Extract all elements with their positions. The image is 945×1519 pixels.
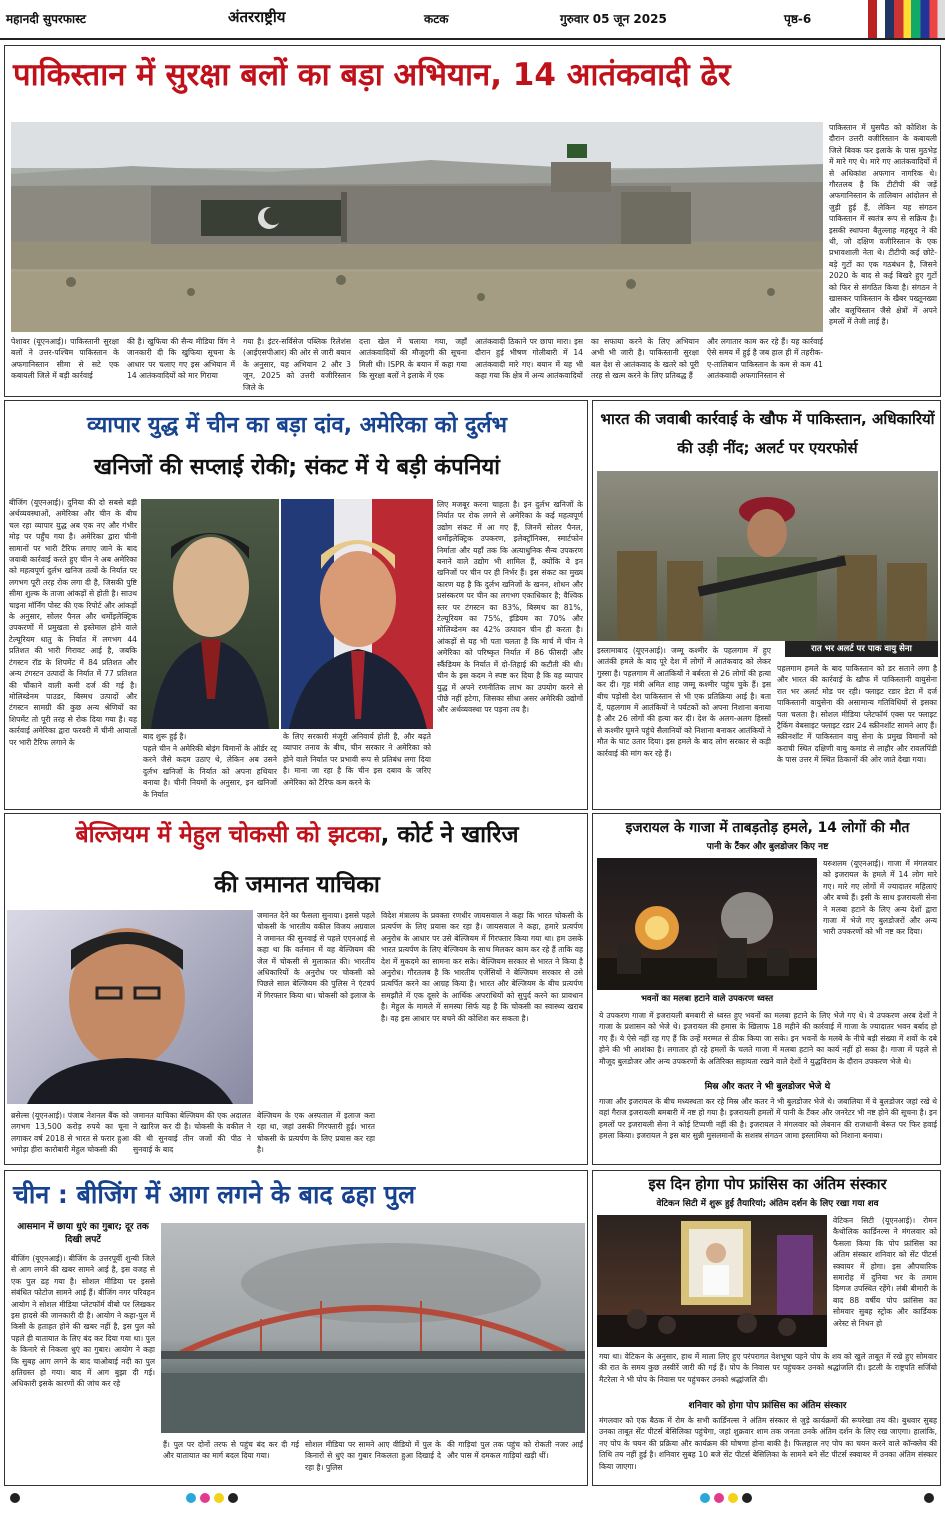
registration-mark-icon	[728, 1493, 738, 1503]
story-pakistan-operation	[4, 45, 941, 397]
headline-line-2: की जमानत याचिका	[214, 872, 380, 898]
section-name: अंतरराष्ट्रीय	[228, 8, 286, 26]
flags-image	[868, 0, 945, 38]
subheadline: वेटिकन सिटी में शुरू हुई तैयारियां; अंतिम दर्शन के लिए रखा गया शव	[656, 1199, 879, 1209]
col-d: लिए मजबूर करना चाहता है। इन दुर्लभ खनिजों के निर्यात पर रोक लगने से अमेरिका के कई महत्वपूर्ण उद्योग संकट में आ गए हैं, जिनमें सोलर पैनल, थर्मोइलेक्ट्रिक उपकरण, इलेक्ट्रॉनिक्स, स्मार्टफोन निर्माता और यहाँ तक कि अत्याधुनिक सैन्य उपकरण बनाने वाले उद्योग भी शामिल हैं, क्योंकि ये इन खनिजों पर चीन पर ही निर्भर हैं। इस संकट का मुख्य कारण यह है कि दुर्लभ खनिजों के खनन, शोधन और प्रसंस्करण पर चीन का लगभग एकाधिकार है; वैश्विक स्तर पर टंगस्टन का 83%, बिस्मथ का 81%, टेल्यूरियम का 75%, इंडियम का 70% और मोलिब्डेनम का 42% उत्पादन चीन ही करता है। आंकड़ों से यह भी पता चलता है कि मार्च में चीन ने अमेरिका को परिष्कृत निर्यात में 86 फीसदी और स्कैंडियम के निर्यात में दो-तिहाई की कटौती की थी। चीन के इस कदम ने स्पष्ट कर दिया है कि वह व्यापार युद्ध में अपने रणनीतिक लाभ का उपयोग करने से पीछे नहीं हटेगा, जिसका सीधा असर अमेरिकी उद्योगों और अर्थव्यवस्था पर पड़ना तय है।	[437, 500, 583, 715]
paper-name: महानदी सुपरफास्ट	[6, 12, 86, 26]
headline: पाकिस्तान में सुरक्षा बलों का बड़ा अभियान, 14 आतंकवादी ढेर	[13, 57, 731, 93]
registration-mark-icon	[200, 1493, 210, 1503]
col-b3: बेल्जियम के एक अस्पताल में इलाज करा रहा था, जहां उसकी गिरफ्तारी हुई। भारत चोकसी के प्रत्यर्पण के लिए प्रयास कर रहा है।	[257, 1111, 375, 1155]
pope-photo	[597, 1215, 827, 1347]
soldiers-photo-drawing	[597, 471, 938, 641]
col-b2: जमानत याचिका बेल्जियम की एक अदालत ने खारिज कर दी है। चोकसी के वकील ने की थी सुनवाई तीन जजों की पीठ ने सुनवाई के बाद	[133, 1111, 251, 1155]
story-beijing-bridge	[4, 1170, 588, 1486]
body-2: गाजा और इजरायल के बीच मध्यस्थता कर रहे मिस्र और कतर ने भी बुलडोजर भेजे थे। जबालिया में ये बुलडोजर जहां रखे थे वहां गैराज इजरायली बमबारी में नष्ट हो गया है। इजरायली हमलों में पानी के टैंकर और जनरेटर भी नष्ट होने की सूचना है। इन हमलों पर इजरायली सेना ने कोई टिप्पणी नहीं की है। इजरायल ने मंगलवार को लेबनान की राजधानी बेरूत पर फिर हवाई हमला किया। इजरायल ने इस बार सुन्नी मुसलमानों के सशस्त्र संगठन जामा इस्लामिया को निशाना बनाया।	[599, 1097, 937, 1141]
gaza-photo	[597, 858, 817, 990]
subheadline: पानी के टैंकर और बुलडोजर किए नष्ट	[706, 842, 829, 852]
side-column: यरुशलम (यूएनआई)। गाजा में मंगलवार को इजरायल के हमले में 14 लोग मारे गए। मारे गए लोगों में ज्यादातर महिलाएं और बच्चे हैं। इसी के साथ इजरायली सेना ने मलबा हटाने के लिए अन्य देशों द्वारा गाजा में भेजे गए बुलडोजरों और अन्य भारी उपकरणों को भी नष्ट कर दिया।	[823, 859, 937, 937]
headline-part-red: बेल्जियम में मेहुल चोकसी को झटका	[75, 822, 381, 848]
xi-photo	[141, 499, 279, 729]
photo-caption: भवनों का मलबा हटाने वाले उपकरण ध्वस्त	[597, 991, 817, 1007]
col-b3: की गाड़ियां पुल तक पहुंच को रोकती नजर आईं और पास में दमकल गाड़ियां खड़ी थीं।	[447, 1440, 583, 1461]
registration-mark-icon	[186, 1493, 196, 1503]
col-c: के लिए सरकारी मंजूरी अनिवार्य होती है, और बढ़ते व्यापार तनाव के बीच, चीन सरकार ने अमेरिका को होने वाले निर्यात पर प्रभावी रूप से प्रतिबंध लगा दिया है। माना जा रहा है कि चीन इस दबाव के जरिए अमेरिका को टैरिफ कम करने के	[283, 732, 431, 787]
story-pakistan-alert	[592, 400, 941, 810]
registration-mark-icon	[214, 1493, 224, 1503]
headline-line-2: खनिजों की सप्लाई रोकी; संकट में ये बड़ी कंपनियां	[94, 455, 500, 480]
side-column: वेटिकन सिटी (यूएनआई)। रोमन कैथोलिक कार्डिनल्स ने मंगलवार को फैसला किया कि पोप फ्रांसिस का अंतिम संस्कार शनिवार को सेंट पीटर्स स्क्वायर में होगा। इस औपचारिक समारोह में दुनिया भर के तमाम दिग्गज उपस्थित रहेंगे। लंबी बीमारी के बाद 88 वर्षीय पोप फ्रांसिस का सोमवार सुबह स्ट्रोक और कार्डियक अरेस्ट से निधन हो	[833, 1216, 937, 1328]
col-b1: हैं। पुल पर दोनों तरफ से पहुंच बंद कर दी गई और यातायात का मार्ग बदल दिया गया।	[163, 1440, 299, 1461]
registration-mark-icon	[228, 1493, 238, 1503]
headline: इजरायल के गाजा में ताबड़तोड़ हमले, 14 लोगों की मौत	[625, 820, 910, 836]
col-b1: ब्रसेल्स (यूएनआई)। पंजाब नेशनल बैंक को लगभग 13,500 करोड़ रुपये का चूना लगाकर वर्ष 2018 से भारत से फरार हुआ भगोड़ा हीरा कारोबारी मेहुल चोकसी की	[11, 1111, 129, 1155]
body-1: ये उपकरण गाजा में इजरायली बमबारी से ध्वस्त हुए भवनों का मलबा हटाने के लिए भेजे गए थे। ये उपकरण अरब देशों ने गाजा के प्रशासन को भेजे थे। इजरायल की हमास के खिलाफ 18 महीने की कार्रवाई में गाजा के ज्यादातर भवन बर्बाद हो गए हैं। ये ऐसे नहीं रह गए हैं कि उन्हें मरम्मत से ठीक किया जा सके। इन भवनों के मलबे के नीचे बड़ी संख्या में शवों के दबे होने की भी आशंका है। लगातार हो रहे हमलों के चलते गाजा में मलबा हटाने का कार्य नहीं हो सका है। गाजा में पहले से मौजूद बुलडोजर और अन्य उपकरणों के अतिरिक्त सहायता रखने वाले देशों ने युद्धविराम के दौरान उपकरण भेजे थे।	[599, 1011, 937, 1066]
xi-photo-drawing	[141, 499, 279, 729]
story-gaza	[592, 813, 941, 1165]
col-5: आतंकवादी ठिकाने पर छापा मारा। इस दौरान हुई भीषण गोलीबारी में 14 आतंकवादी मारे गए। बयान में यह भी कहा गया कि क्षेत्र में अन्य आतंकवादियों	[475, 337, 583, 381]
col-7: और लगातार काम कर रहे हैं। यह कार्रवाई ऐसे समय में हुई है जब हाल ही में तहरीक-ए-तालिबान पाकिस्तान के कम से कम 41 आतंकवादी अफगानिस्तान से	[707, 337, 823, 381]
col-a: बीजिंग (यूएनआई)। दुनिया की दो सबसे बड़ी अर्थव्यवस्थाओं, अमेरिका और चीन के बीच चल रहा व्यापार युद्ध अब एक नए और गंभीर मोड़ पर पहुँच गया है। अमेरिका द्वारा चीनी सामानों पर भारी टैरिफ लगाए जाने के बाद जवाबी कार्रवाई करते हुए चीन ने अब अमेरिका को महत्वपूर्ण दुर्लभ खनिज तत्वों के निर्यात पर लगभग पूरी तरह रोक लगा दी है, जिसकी पुष्टि सीमा शुल्क के ताजा आंकड़ों से होती है। साउथ चाइना मॉर्निंग पोस्ट की एक रिपोर्ट और आंकड़ों के अनुसार, सोलर पैनल और थर्मोइलेक्ट्रिक उपकरणों में प्रमुखता से इस्तेमाल होने वाले टेल्यूरियम धातु के निर्यात में लगभग 44 प्रतिशत की भारी गिरावट आई है, जबकि टंगस्टन रॉड के शिपमेंट में 84 प्रतिशत और अन्य टंगस्टन उत्पादों के निर्यात में 77 प्रतिशत की चौंकाने वाली कमी दर्ज की गई है। मोलिब्डेनम पाउडर, बिस्मथ उत्पादों और टंगस्टन सामग्री की कुछ अन्य श्रेणियों का शिपमेंट तो पूरी तरह से रोक दिया गया है। यह कार्रवाई अमेरिका द्वारा फरवरी में चीनी आयातों पर भारी टैरिफ लगाने के	[9, 498, 137, 747]
page-number: पृष्ठ-6	[784, 12, 812, 26]
col-4: दत्ता खेल में चलाया गया, जहाँ आतंकवादियों की मौजूदगी की सूचना मिली थी। ISPR के बयान में कहा गया कि सुरक्षा बलों ने इलाके में एक	[359, 337, 467, 381]
photo-caption: रात भर अलर्ट पर पाक वायु सेना	[785, 641, 938, 657]
trump-photo	[281, 499, 433, 729]
gaza-photo-drawing	[597, 858, 817, 990]
col-main: बीजिंग (यूएनआई)। बीजिंग के उत्तरपूर्वी शुन्यी जिले से आग लगने की खबर सामने आई है, इस वजह से एक पुल ढह गया है। सोशल मीडिया पर इससे संबंधित फोटोज सामने आई हैं। बीजिंग नगर परिवहन आयोग ने सोशल मीडिया प्लेटफॉर्म वीबो पर लिखकर इस हादसे की जानकारी दी है। आयोग ने कहा-पुल में किसी के हताहत होने की खबर नहीं है, इस पुल को पहले ही यातायात के लिए बंद कर दिया गया था। पुल के किनारे से निकला धुएं का गुबार। आयोग ने कहा कि सुबह आग लगने के बाद चाओबाई नदी का पुल क्षतिग्रस्त हो गया। बाद में आग बुझा दी गई। अधिकारी इसके कारणों की जांच कर रहे	[11, 1254, 155, 1389]
registration-mark-icon	[742, 1493, 752, 1503]
side-column: पाकिस्तान में घुसपैठ को कोशिश के दौरान उत्तरी वजीरिस्तान के कबायली जिले बिवक फर इलाके के पास मुठभेड़ में मारे गए थे। मारे गए आतंकवादियों में से अधिकांश अफगान नागरिक थे। गौरतलब है कि टीटीपी की जड़ें अफगानिस्तान के तालिबान आंदोलन से जुड़ी हुई हैं, लेकिन यह संगठन पाकिस्तान में स्वतंत्र रूप से सक्रिय है। इसकी स्थापना बैतुल्लाह महसूद ने की थी, जो दक्षिण वजीरिस्तान के एक प्रभावशाली नेता थे। टीटीपी कई छोटे-बड़े गुटों का एक गठबंधन है, जिसने 2020 के बाद से कई बिखरे हुए गुटों को फिर से संगठित किया है। संगठन ने खासकर पाकिस्तान के खैबर पख्तूनख्वा और बलूचिस्तान जैसे क्षेत्रों में अपने हमलों में तेजी लाई है।	[829, 123, 937, 326]
subheadline: आसमान में छाया धुएं का गुबार; दूर तक दिखी लपटें	[17, 1222, 149, 1245]
headline-part-black: , कोर्ट ने खारिज	[380, 822, 519, 848]
headline-text: चीन : बीजिंग में आग लगने के बाद ढहा पुल	[13, 1180, 416, 1209]
bridge-photo	[161, 1223, 585, 1433]
col-r2: विदेश मंत्रालय के प्रवक्ता रणधीर जायसवाल ने कहा कि भारत चोकसी के प्रत्यर्पण के लिए प्रयास कर रहा है। जायसवाल ने कहा, हमारे प्रत्यर्पण अनुरोध के आधार पर उसे बेल्जियम में गिरफ्तार किया गया था। हम उसके भारत प्रत्यर्पण के लिए बेल्जियम के साथ मिलकर काम कर रहे हैं ताकि वह देश में मुकदमे का सामना कर सके। बेल्जियम सरकार से भारत ने किया है अनुरोध। गौरतलब है कि भारतीय एजेंसियों ने बेल्जियम सरकार से उसे प्रत्यर्पित करने का आग्रह किया है। भारत और बेल्जियम के बीच प्रत्यर्पण समझौते में एक दूसरे के आर्थिक अपराधियों को सुपुर्द करने का प्रावधान है। मेहुल के मामले में समस्या सिर्फ यह है कि चोकसी का स्वास्थ्य खराब है। वह इस आधार पर बचने की कोशिश कर सकता है।	[381, 911, 583, 1023]
col-b2: सोशल मीडिया पर सामने आए वीडियो में पुल के किनारों से धुएं का गुबार निकलता हुआ दिखाई दे रहा है। पुलिस	[305, 1440, 441, 1472]
col-2: की है। खुफिया की सैन्य मीडिया विंग ने जानकारी दी कि खुफिया सूचना के आधार पर चलाए गए इस अभियान में 14 आतंकवादियों को मार गिराया	[127, 337, 235, 381]
body-2: मंगलवार को एक बैठक में रोम के सभी कार्डिनल्स ने अंतिम संस्कार से जुड़े कार्यक्रमों की रूपरेखा तय की। बुधवार सुबह उनका ताबूत सेंट पीटर्स बेसिलिका पहुंचेगा, जहां शुक्रवार शाम तक जनता उनके अंतिम दर्शन के लिए रख जाएगा। हालांकि, नए पोप के चयन की प्रक्रिया और कार्यक्रम की घोषणा होना बाकी है। फिलहाल नए पोप का चयन करने वाले कॉन्क्लेव की तिथि तय नहीं हुई है। शनिवार सुबह 10 बजे सेंट पीटर्स बेसिलिका के सामने बने सेंट पीटर्स स्क्वायर में उनका अंतिम संस्कार किया जाएगा।	[599, 1416, 937, 1471]
registration-mark-icon	[700, 1493, 710, 1503]
headline-line-1	[9, 816, 585, 854]
trump-photo-drawing	[281, 499, 433, 729]
headline: भारत की जवाबी कार्रवाई के खौफ में पाकिस्तान, अधिकारियों की उड़ी नींद; अलर्ट पर एयरफोर्स	[600, 410, 935, 457]
headline-line-1: व्यापार युद्ध में चीन का बड़ा दांव, अमेरिका को दुर्लभ	[87, 413, 507, 438]
col-a: इस्लामाबाद (यूएनआई)। जम्मू कश्मीर के पहलगाम में हुए आतंकी हमले के बाद पूरे देश में लोगों में आतंकवाद को लेकर गुस्सा है। पहलगाम में आतंकियों ने बर्बरता से 26 लोगों की हत्या कर दी। गृह मंत्री अमित शाह जम्मू कश्मीर पहुंच चुके हैं। इस बीच पड़ोसी देश पाकिस्तान से भी एक प्रतिक्रिया आई है। बता दें, पहलगाम में आतंकियों ने पर्यटकों को अपना निशाना बनाया है और 26 लोगों की हत्या कर दी। देश के अलग-अलग हिस्सों से कश्मीर घूमने पहुंचे सैलानियों को निशाना बनाकर आतंकियों ने मौत के घाट उतार दिया। इस हमले के बाद लोग सरकार से कड़ी कार्रवाई की मांग कर रहे हैं।	[597, 646, 771, 758]
fort-photo	[11, 122, 823, 332]
story-trade-war	[4, 400, 588, 810]
photo-caption: बाद शुरू हुई है।	[143, 732, 187, 741]
body-1: गया था। वेटिकन के अनुसार, हाथ में माला लिए हुए परंपरागत वेशभूषा पहने पोप के शव को खुले ताबूत में रखे हुए सोमवार की रात के समय कुछ तस्वीरें जारी की गई हैं। पोप के निवास पर पहुंचकर उनको श्रद्धांजलि दी। इटली के राष्ट्रपति सर्जियो मैटरेला ने भी पोप के निवास पर पहुंचकर उनको श्रद्धांजलि दी।	[599, 1352, 937, 1384]
choksi-photo-drawing	[7, 910, 253, 1104]
print-registration-marks	[0, 1493, 945, 1503]
pope-photo-drawing	[597, 1215, 827, 1347]
story-mehul-choksi	[4, 813, 588, 1165]
col-3: गया है। इंटर-सर्विसेज पब्लिक रिलेशंस (आईएसपीआर) की ओर से जारी बयान के अनुसार, यह अभियान 2 और 3 जून, 2025 को उत्तरी वजीरिस्तान जिले के	[243, 337, 351, 392]
city-name: कटक	[424, 12, 449, 26]
soldiers-photo	[597, 471, 938, 641]
registration-mark-icon	[714, 1493, 724, 1503]
headline	[13, 1175, 581, 1215]
col-b: पहलगाम हमले के बाद पाकिस्तान को डर सताने लगा है और भारत की कार्रवाई के खौफ में पाकिस्तानी वायुसेना रात भर अलर्ट मोड पर रही। फ्लाइट रडार डेटा में दर्ज पाकिस्तानी वायुसेना की असामान्य गतिविधियों से इसका पता चलता है। सोशल मीडिया प्लेटफॉर्म एक्स पर फ्लाइट ट्रैकिंग वेबसाइट फ्लाइट रडार 24 स्क्रीनशॉट सामने आए हैं। स्क्रीनशॉट में पाकिस्तान वायु सेना के प्रमुख विमानों को कराची स्थित दक्षिणी वायु कमांड से लाहौर और रावलपिंडी के पास उत्तर में स्थित ठिकानों की ओर जाते देखा गया।	[777, 664, 937, 765]
col-1: पेशावर (यूएनआई)। पाकिस्तानी सुरक्षा बलों ने उत्तर-पश्चिम पाकिस्तान के अफगानिस्तान सीमा से सटे एक कबायली जिले में बड़ी कार्रवाई	[11, 337, 119, 381]
issue-date: गुरुवार 05 जून 2025	[560, 12, 667, 26]
fort-photo-drawing	[11, 122, 823, 332]
registration-mark-icon	[10, 1493, 20, 1503]
bridge-photo-drawing	[161, 1223, 585, 1433]
subheadline-2: मिस्र और कतर ने भी बुलडोजर भेजे थे	[704, 1082, 831, 1092]
col-6: का सफाया करने के लिए अभियान अभी भी जारी है। पाकिस्तानी सुरक्षा बल देश से आतंकवाद के खतरे को पूरी तरह से खत्म करने के लिए प्रतिबद्ध हैं	[591, 337, 699, 381]
col-r1: जमानत देने का फैसला सुनाया। इससे पहले चोकसी के भारतीय वकील विजय अग्रवाल ने जमानत की सुनवाई से पहले एएनआई से कहा था कि वर्तमान में वह बेल्जियम की जेल में चोकसी से मुलाकात की। भारतीय अधिकारियों के अनुरोध पर चोकसी को पिछले साल बेल्जियम की पुलिस ने एंटवर्प में गिरफ्तार किया था। चोकसी को इलाज के	[257, 911, 375, 1000]
story-pope-funeral	[592, 1170, 941, 1486]
choksi-photo	[7, 910, 253, 1104]
registration-mark-icon	[924, 1493, 934, 1503]
headline: इस दिन होगा पोप फ्रांसिस का अंतिम संस्कार	[648, 1176, 887, 1193]
subheadline-2: शनिवार को होगा पोप फ्रांसिस का अंतिम संस्कार	[688, 1401, 847, 1411]
page-header	[0, 0, 945, 40]
col-b: पहले चीन ने अमेरिकी बोइंग विमानों के ऑर्डर रद्द करने जैसे कदम उठाए थे, लेकिन अब उसने दुर्लभ खनिजों के निर्यात को अपना हथियार बनाया है। चीनी नियमों के अनुसार, इन खनिजों के निर्यात	[143, 744, 277, 799]
